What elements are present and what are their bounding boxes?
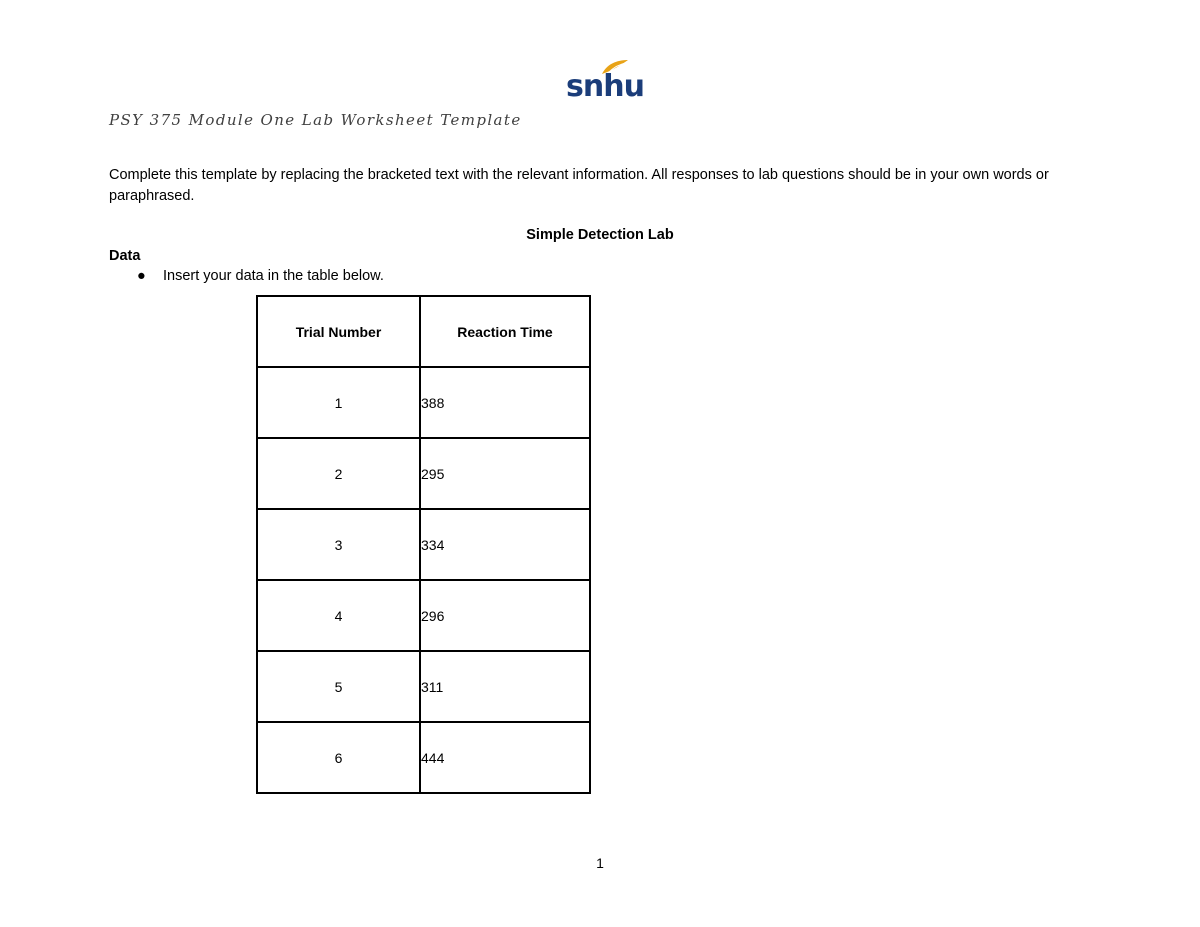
trial-number-cell[interactable]: 5 <box>257 651 420 722</box>
data-table <box>256 295 591 794</box>
reaction-time-cell[interactable]: 311 <box>420 651 590 722</box>
page-number: 1 <box>596 855 604 871</box>
bullet-text: Insert your data in the table below. <box>163 268 384 284</box>
trial-number-cell[interactable]: 3 <box>257 509 420 580</box>
trial-number-cell[interactable]: 4 <box>257 580 420 651</box>
trial-number-cell[interactable]: 2 <box>257 438 420 509</box>
table-row <box>257 438 590 509</box>
document-header: PSY 375 Module One Lab Worksheet Template <box>109 111 522 129</box>
reaction-time-cell[interactable]: 444 <box>420 722 590 793</box>
lab-title: Simple Detection Lab <box>526 227 674 243</box>
reaction-time-cell[interactable]: 334 <box>420 509 590 580</box>
logo-text: snhu <box>566 69 644 104</box>
section-heading: Data <box>109 248 141 264</box>
table-row <box>257 722 590 793</box>
table-row <box>257 580 590 651</box>
intro-paragraph: Complete this template by replacing the bracketed text with the relevant information. All responses to lab questions should be in your own words or paraphrased. <box>109 167 1049 204</box>
bullet-icon: ● <box>137 268 146 284</box>
table-header-row <box>257 296 590 367</box>
reaction-time-cell[interactable]: 388 <box>420 367 590 438</box>
table-row <box>257 651 590 722</box>
table-header-cell: Trial Number <box>257 296 420 367</box>
trial-number-cell[interactable]: 6 <box>257 722 420 793</box>
table-header-cell: Reaction Time <box>420 296 590 367</box>
snhu-logo <box>566 58 644 104</box>
reaction-time-cell[interactable]: 296 <box>420 580 590 651</box>
trial-number-cell[interactable]: 1 <box>257 367 420 438</box>
reaction-time-cell[interactable]: 295 <box>420 438 590 509</box>
table-row <box>257 509 590 580</box>
table-row <box>257 367 590 438</box>
